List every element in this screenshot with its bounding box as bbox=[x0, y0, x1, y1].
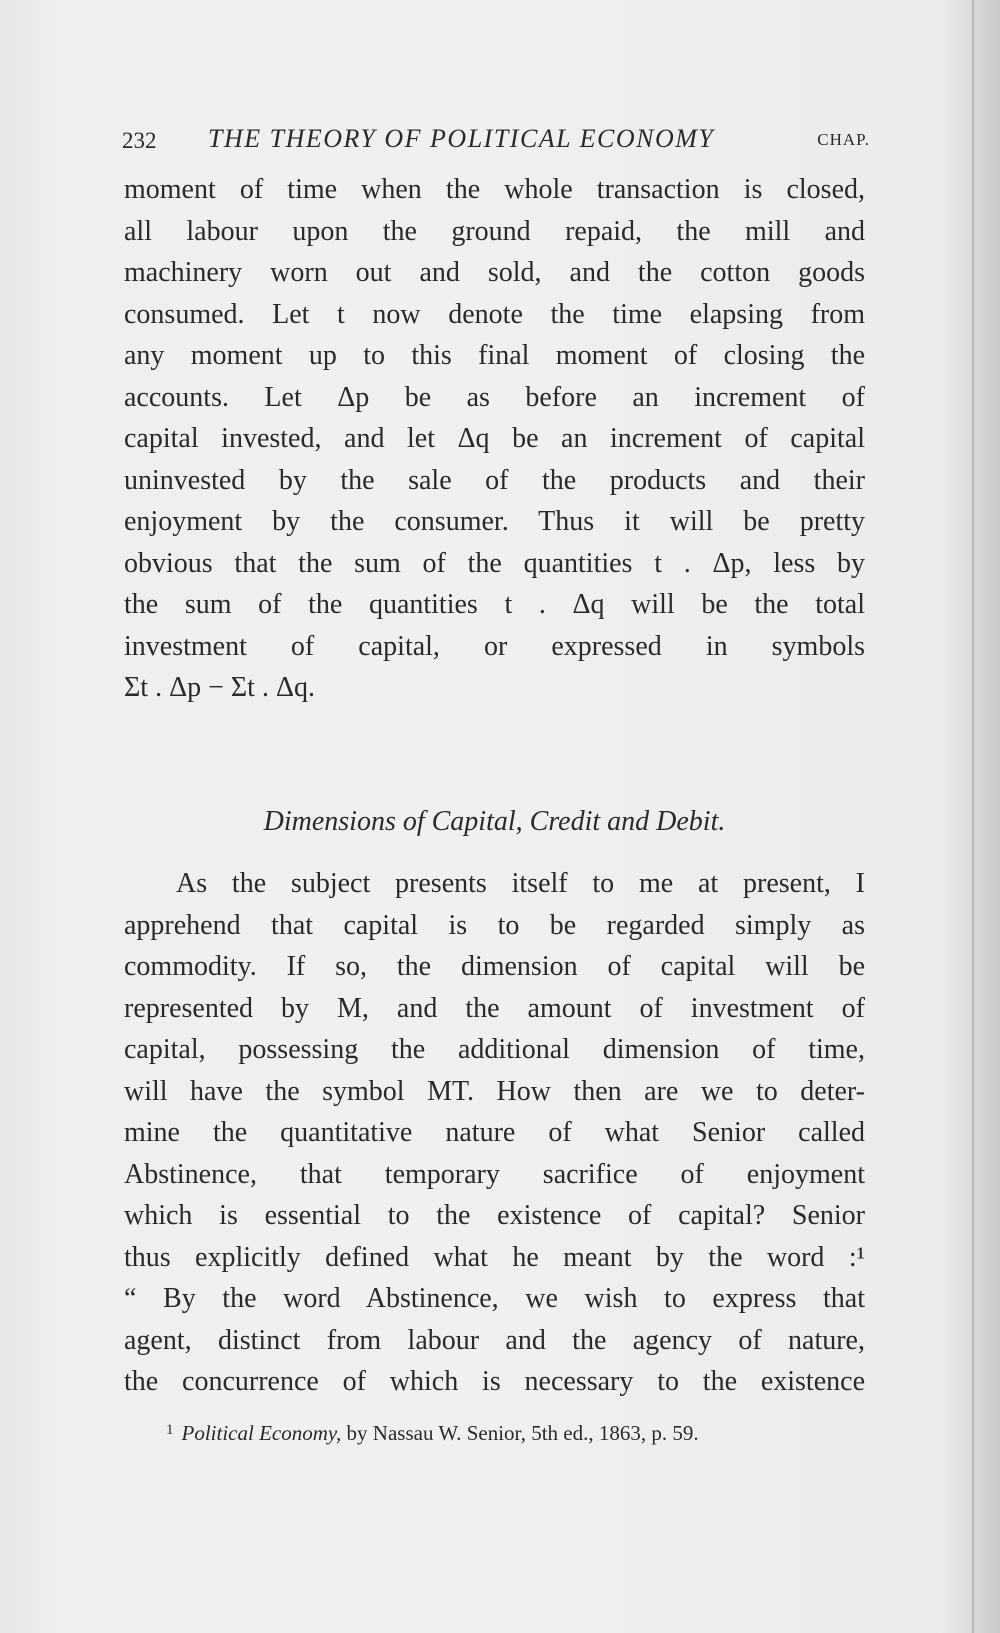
text-line: capital invested, and let Δq be an increment of capital bbox=[124, 423, 865, 454]
footnote bbox=[166, 1421, 699, 1446]
text-line: consumed. Let t now denote the time elapsing from bbox=[124, 299, 865, 330]
text-line: mine the quantitative nature of what Senior called bbox=[124, 1117, 865, 1148]
text-line: capital, possessing the additional dimension of time, bbox=[124, 1034, 865, 1065]
text-line: Abstinence, that temporary sacrifice of enjoyment bbox=[124, 1159, 865, 1190]
text-line: commodity. If so, the dimension of capital will be bbox=[124, 951, 865, 982]
text-line: agent, distinct from labour and the agency of nature, bbox=[124, 1325, 865, 1356]
text-line: investment of capital, or expressed in symbols bbox=[124, 631, 865, 662]
text-line: accounts. Let Δp be as before an increment of bbox=[124, 382, 865, 413]
page-number: 232 bbox=[122, 128, 157, 153]
running-header bbox=[122, 124, 870, 160]
text-line: uninvested by the sale of the products and their bbox=[124, 465, 865, 496]
chapter-label: CHAP. bbox=[817, 130, 870, 149]
text-line: machinery worn out and sold, and the cotton goods bbox=[124, 257, 865, 288]
text-line: apprehend that capital is to be regarded simply as bbox=[124, 910, 865, 941]
text-line: represented by M, and the amount of investment of bbox=[124, 993, 865, 1024]
page-edge bbox=[972, 0, 974, 1633]
text-line: Σt . Δp − Σt . Δq. bbox=[124, 672, 315, 703]
text-line: thus explicitly defined what he meant by the word :¹ bbox=[124, 1242, 865, 1273]
section-heading: Dimensions of Capital, Credit and Debit. bbox=[263, 806, 726, 837]
footnote-number: 1 bbox=[166, 1422, 174, 1438]
text-line: which is essential to the existence of capital? Senior bbox=[124, 1200, 865, 1231]
text-line: obvious that the sum of the quantities t . Δp, less by bbox=[124, 548, 865, 579]
text-line: “ By the word Abstinence, we wish to express that bbox=[124, 1283, 865, 1314]
text-line: moment of time when the whole transaction is closed, bbox=[124, 174, 865, 205]
footnote-title: Political Economy, bbox=[181, 1421, 342, 1445]
running-title: THE THEORY OF POLITICAL ECONOMY bbox=[208, 124, 715, 153]
text-line: As the subject presents itself to me at present, I bbox=[176, 868, 865, 899]
text-line: enjoyment by the consumer. Thus it will be pretty bbox=[124, 506, 865, 537]
text-line: any moment up to this final moment of closing the bbox=[124, 340, 865, 371]
text-line: the concurrence of which is necessary to the existence bbox=[124, 1366, 865, 1397]
text-line: will have the symbol MT. How then are we to deter- bbox=[124, 1076, 865, 1107]
text-line: all labour upon the ground repaid, the mill and bbox=[124, 216, 865, 247]
footnote-text: by Nassau W. Senior, 5th ed., 1863, p. 59. bbox=[346, 1421, 699, 1445]
text-line: the sum of the quantities t . Δq will be the total bbox=[124, 589, 865, 620]
